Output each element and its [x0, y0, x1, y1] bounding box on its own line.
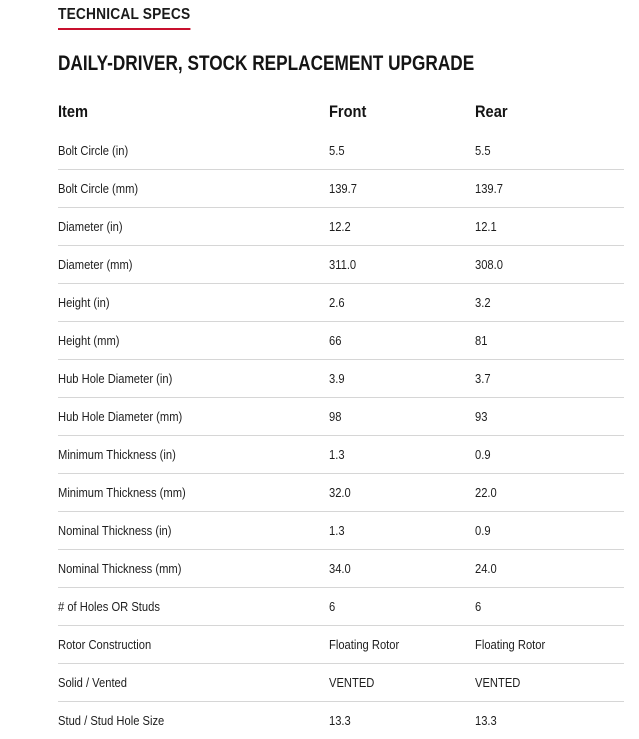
- row-front-value: 1.3: [329, 512, 475, 550]
- row-front-value: 66: [329, 322, 475, 360]
- row-item-label: Height (mm): [58, 322, 329, 360]
- table-row: [58, 322, 624, 360]
- row-rear-value: 0.9: [475, 436, 624, 474]
- row-item-label: Minimum Thickness (mm): [58, 474, 329, 512]
- row-item-label: Bolt Circle (mm): [58, 170, 329, 208]
- table-row: [58, 664, 624, 702]
- row-front-value: 12.2: [329, 208, 475, 246]
- table-row: [58, 474, 624, 512]
- table-row: [58, 512, 624, 550]
- technical-specs-tab-label: TECHNICAL SPECS: [58, 6, 190, 23]
- row-rear-value: 22.0: [475, 474, 624, 512]
- row-front-value: 34.0: [329, 550, 475, 588]
- row-item-label: Hub Hole Diameter (mm): [58, 398, 329, 436]
- row-item-label: Stud / Stud Hole Size: [58, 702, 329, 739]
- row-front-value: 98: [329, 398, 475, 436]
- table-row: [58, 170, 624, 208]
- table-row: [58, 550, 624, 588]
- table-row: [58, 284, 624, 322]
- row-item-label: # of Holes OR Studs: [58, 588, 329, 626]
- table-row: [58, 702, 624, 739]
- table-row: [58, 398, 624, 436]
- page-title: DAILY-DRIVER, STOCK REPLACEMENT UPGRADE: [58, 52, 474, 76]
- row-item-label: Minimum Thickness (in): [58, 436, 329, 474]
- row-front-value: 139.7: [329, 170, 475, 208]
- table-row: [58, 588, 624, 626]
- table-row: [58, 360, 624, 398]
- row-rear-value: 0.9: [475, 512, 624, 550]
- table-row: [58, 626, 624, 664]
- row-rear-value: 13.3: [475, 702, 624, 739]
- row-rear-value: 139.7: [475, 170, 624, 208]
- row-front-value: 6: [329, 588, 475, 626]
- spec-table: [58, 92, 624, 739]
- row-item-label: Diameter (mm): [58, 246, 329, 284]
- technical-specs-tab[interactable]: [58, 6, 190, 30]
- row-front-value: Floating Rotor: [329, 626, 475, 664]
- row-front-value: VENTED: [329, 664, 475, 702]
- row-item-label: Rotor Construction: [58, 626, 329, 664]
- row-front-value: 3.9: [329, 360, 475, 398]
- table-header-row: [58, 92, 624, 132]
- row-rear-value: Floating Rotor: [475, 626, 624, 664]
- row-item-label: Bolt Circle (in): [58, 132, 329, 170]
- row-rear-value: 12.1: [475, 208, 624, 246]
- row-item-label: Diameter (in): [58, 208, 329, 246]
- row-rear-value: 3.2: [475, 284, 624, 322]
- row-rear-value: 5.5: [475, 132, 624, 170]
- row-rear-value: 6: [475, 588, 624, 626]
- row-front-value: 2.6: [329, 284, 475, 322]
- row-item-label: Nominal Thickness (mm): [58, 550, 329, 588]
- row-item-label: Nominal Thickness (in): [58, 512, 329, 550]
- row-rear-value: 93: [475, 398, 624, 436]
- row-rear-value: 24.0: [475, 550, 624, 588]
- row-rear-value: 81: [475, 322, 624, 360]
- row-item-label: Height (in): [58, 284, 329, 322]
- row-front-value: 32.0: [329, 474, 475, 512]
- row-item-label: Solid / Vented: [58, 664, 329, 702]
- column-header-item: Item: [58, 92, 329, 132]
- column-header-rear: Rear: [475, 92, 624, 132]
- column-header-front: Front: [329, 92, 475, 132]
- row-rear-value: VENTED: [475, 664, 624, 702]
- row-front-value: 311.0: [329, 246, 475, 284]
- row-rear-value: 308.0: [475, 246, 624, 284]
- row-front-value: 1.3: [329, 436, 475, 474]
- row-rear-value: 3.7: [475, 360, 624, 398]
- row-front-value: 13.3: [329, 702, 475, 739]
- table-row: [58, 436, 624, 474]
- table-row: [58, 246, 624, 284]
- table-row: [58, 132, 624, 170]
- table-row: [58, 208, 624, 246]
- row-front-value: 5.5: [329, 132, 475, 170]
- row-item-label: Hub Hole Diameter (in): [58, 360, 329, 398]
